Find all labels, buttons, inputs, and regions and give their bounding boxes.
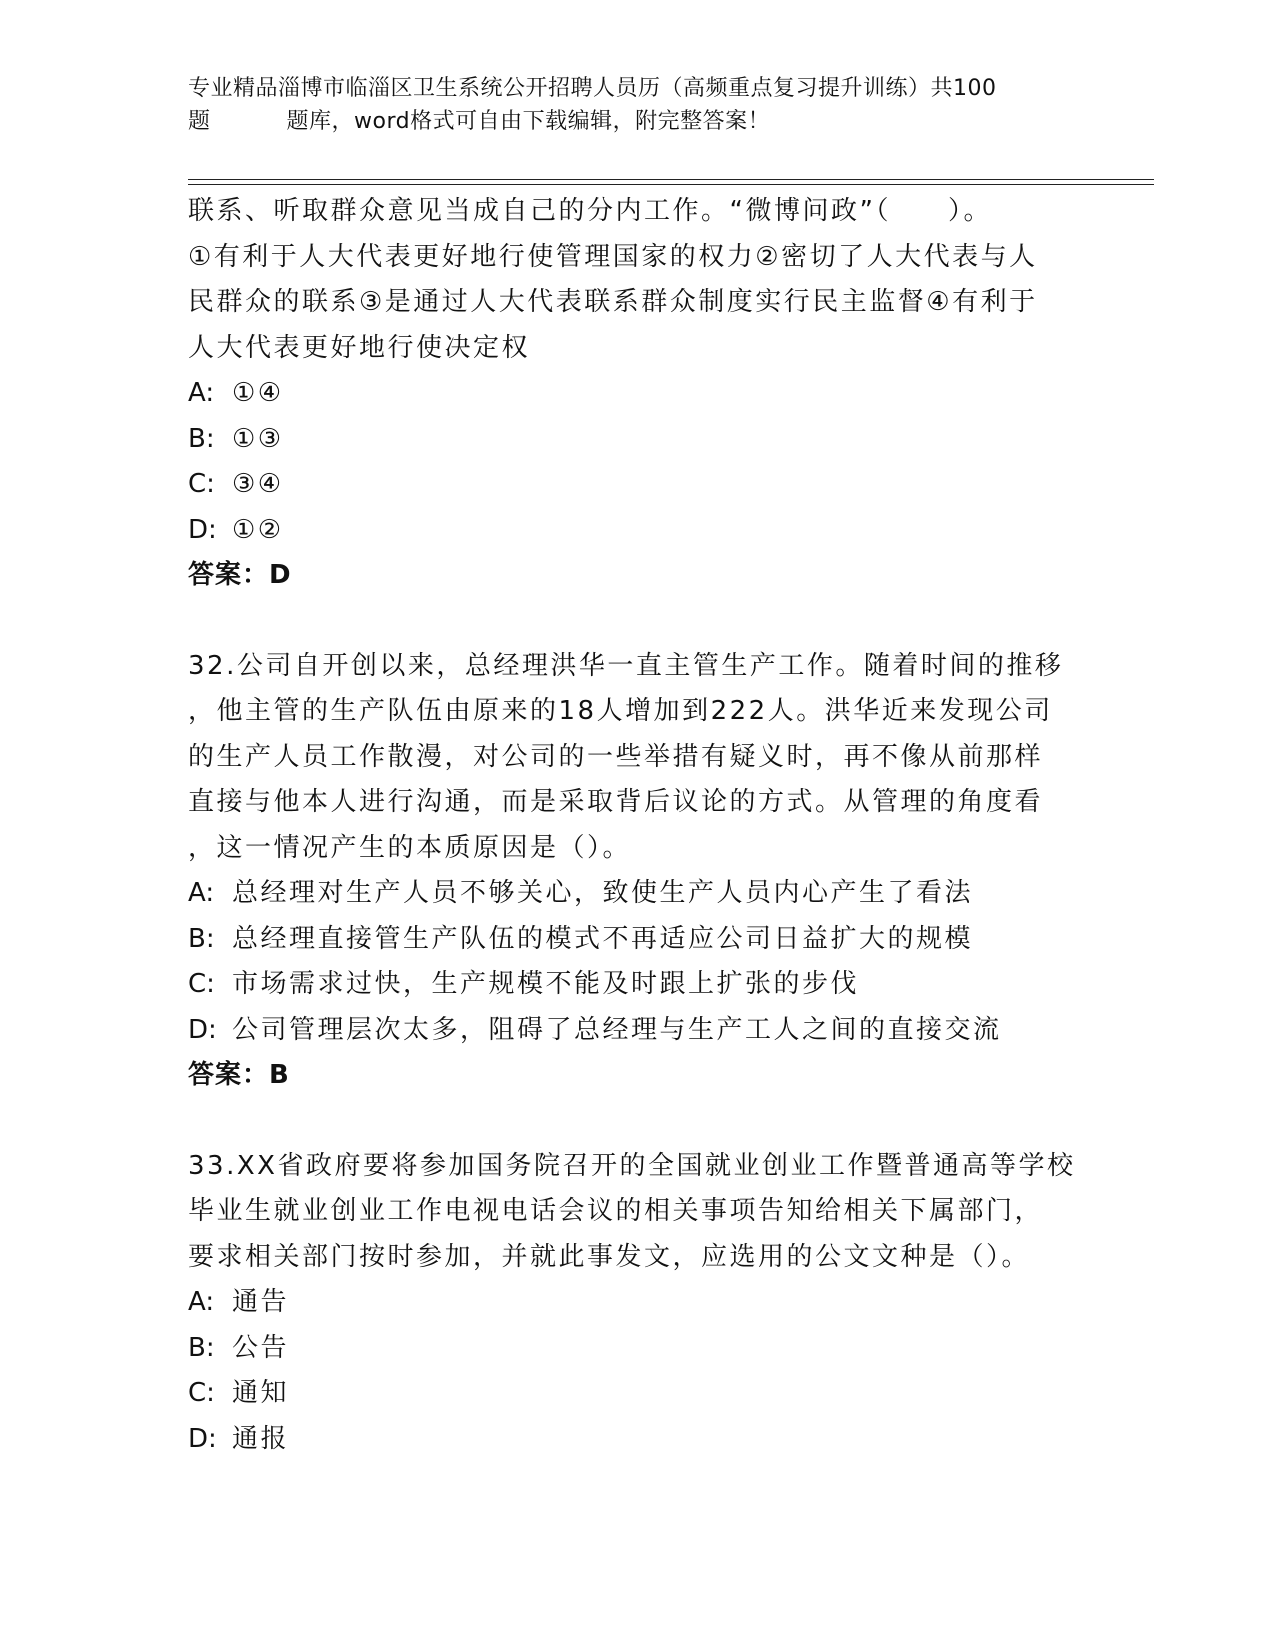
question-32-option-c: C: 市场需求过快，生产规模不能及时跟上扩张的步伐 bbox=[188, 969, 860, 999]
question-31-line-3: 民群众的联系③是通过人大代表联系群众制度实行民主监督④有利于 bbox=[188, 287, 1038, 317]
header-line-1: 专业精品淄博市临淄区卫生系统公开招聘人员历（高频重点复习提升训练）共100 bbox=[188, 76, 997, 101]
question-33-line-2: 毕业生就业创业工作电视电话会议的相关事项告知给相关下属部门， bbox=[188, 1196, 1044, 1226]
header-line-2-start: 题 bbox=[188, 109, 211, 134]
header-line-2 bbox=[188, 105, 1088, 138]
question-32-line-1: 32.公司自开创以来，总经理洪华一直主管生产工作。随着时间的推移 bbox=[188, 650, 1064, 681]
question-32-option-a: A: 总经理对生产人员不够关心，致使生产人员内心产生了看法 bbox=[188, 878, 974, 908]
question-33-option-c: C: 通知 bbox=[188, 1378, 290, 1408]
question-32-option-d: D: 公司管理层次太多，阻碍了总经理与生产工人之间的直接交流 bbox=[188, 1014, 1002, 1045]
page-header bbox=[188, 72, 1088, 138]
question-32-line-4: 直接与他本人进行沟通，而是采取背后议论的方式。从管理的角度看 bbox=[188, 787, 1044, 817]
question-33 bbox=[188, 1144, 1088, 1463]
question-31-option-a: A: ①④ bbox=[188, 378, 284, 408]
header-divider-bottom bbox=[188, 184, 1154, 185]
question-31-line-2: ①有利于人大代表更好地行使管理国家的权力②密切了人大代表与人 bbox=[188, 241, 1038, 272]
question-31-answer: 答案：D bbox=[188, 560, 292, 590]
question-31 bbox=[188, 189, 1088, 599]
question-32-answer: 答案：B bbox=[188, 1060, 290, 1090]
question-31-option-b: B: ①③ bbox=[188, 423, 284, 454]
question-33-line-3: 要求相关部门按时参加，并就此事发文，应选用的公文文种是（）。 bbox=[188, 1241, 1031, 1272]
question-33-option-d: D: 通报 bbox=[188, 1423, 290, 1454]
question-32-line-2: ，他主管的生产队伍由原来的18人增加到222人。洪华近来发现公司 bbox=[188, 696, 1053, 726]
question-32-option-b: B: 总经理直接管生产队伍的模式不再适应公司日益扩大的规模 bbox=[188, 923, 974, 954]
question-32 bbox=[188, 644, 1088, 1099]
question-31-option-d: D: ①② bbox=[188, 514, 284, 545]
header-divider-top bbox=[188, 179, 1154, 180]
question-31-line-1: 联系、听取群众意见当成自己的分内工作。“微博问政”（ ）。 bbox=[188, 196, 992, 226]
question-33-line-1: 33.XX省政府要将参加国务院召开的全国就业创业工作暨普通高等学校 bbox=[188, 1150, 1076, 1181]
question-31-option-c: C: ③④ bbox=[188, 469, 284, 499]
question-33-option-a: A: 通告 bbox=[188, 1287, 290, 1317]
question-32-line-5: ，这一情况产生的本质原因是（）。 bbox=[188, 832, 632, 863]
question-33-option-b: B: 公告 bbox=[188, 1332, 290, 1363]
question-31-line-4: 人大代表更好地行使决定权 bbox=[188, 332, 531, 363]
header-line-2-end: 题库，word格式可自由下载编辑，附完整答案！ bbox=[286, 109, 771, 134]
document-body bbox=[188, 189, 1088, 1462]
question-32-line-3: 的生产人员工作散漫，对公司的一些举措有疑义时，再不像从前那样 bbox=[188, 741, 1044, 772]
